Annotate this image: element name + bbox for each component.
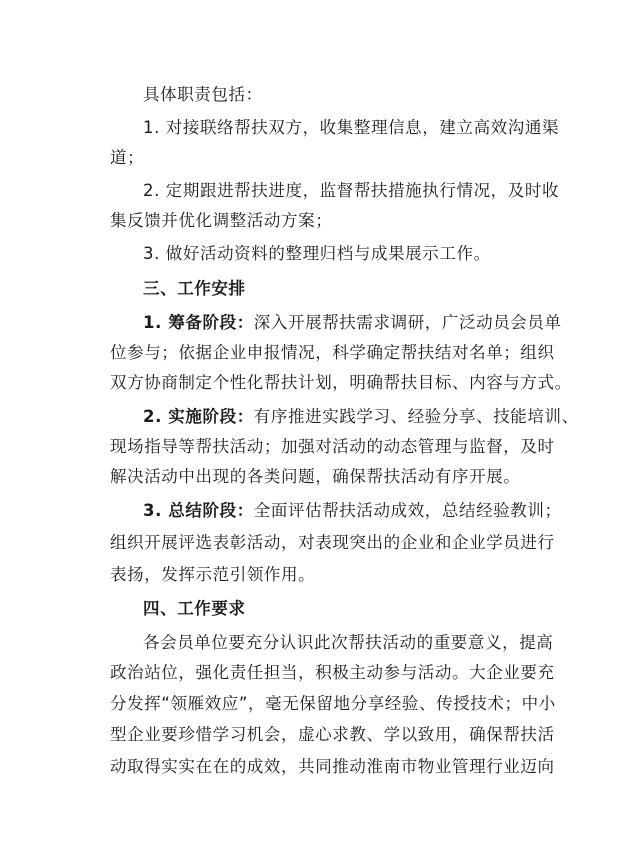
section-4-heading: 四、工作要求 (143, 599, 246, 618)
arrangement-3-term: 3. 总结阶段： (143, 501, 254, 520)
arrangement-2-term: 2. 实施阶段： (143, 407, 254, 426)
duty-1-line-2: 道； (110, 148, 145, 167)
requirements-line-5: 动取得实实在在的成效，共同推动淮南市物业管理行业迈向 (110, 757, 555, 776)
duty-2-line-2: 集反馈并优化调整活动方案； (110, 211, 333, 230)
requirements-line-1: 各会员单位要充分认识此次帮扶活动的重要意义，提高 (143, 633, 554, 652)
arrangement-1-term: 1. 筹备阶段： (143, 313, 254, 332)
duty-1-line-1: 1. 对接联络帮扶双方，收集整理信息，建立高效沟通渠 (143, 118, 560, 137)
arrangement-1-line-3: 双方协商制定个性化帮扶计划，明确帮扶目标、内容与方式。 (110, 373, 572, 392)
arrangement-2-line-3: 解决活动中出现的各类问题，确保帮扶活动有序开展。 (110, 467, 521, 486)
arrangement-3-line-3: 表扬，发挥示范引领作用。 (110, 565, 316, 584)
duties-intro: 具体职责包括： (143, 85, 263, 104)
duty-2-line-1: 2. 定期跟进帮扶进度，监督帮扶措施执行情况，及时收 (143, 181, 560, 200)
section-3-heading: 三、工作安排 (143, 279, 246, 298)
arrangement-3-text: 全面评估帮扶活动成效，总结经验教训； (253, 501, 562, 520)
arrangement-2-line-1 (143, 406, 583, 428)
requirements-line-3: 分发挥“领雁效应”，毫无保留地分享经验、传授技术；中小 (110, 694, 556, 713)
duty-3-line-1: 3. 做好活动资料的整理归档与成果展示工作。 (143, 244, 491, 263)
arrangement-1-text: 深入开展帮扶需求调研，广泛动员会员单 (253, 313, 562, 332)
requirements-line-2: 政治站位，强化责任担当，积极主动参与活动。大企业要充 (110, 663, 555, 682)
arrangement-1-line-2: 位参与；依据企业申报情况，科学确定帮扶结对名单；组织 (110, 343, 555, 362)
requirements-line-4: 型企业要珍惜学习机会，虚心求教、学以致用，确保帮扶活 (110, 725, 555, 744)
arrangement-2-text: 有序推进实践学习、经验分享、技能培训、 (253, 407, 579, 426)
arrangement-3-line-2: 组织开展评选表彰活动，对表现突出的企业和企业学员进行 (110, 533, 555, 552)
arrangement-3-line-1 (143, 500, 583, 522)
arrangement-1-line-1 (143, 312, 583, 334)
arrangement-2-line-2: 现场指导等帮扶活动；加强对活动的动态管理与监督，及时 (110, 437, 555, 456)
